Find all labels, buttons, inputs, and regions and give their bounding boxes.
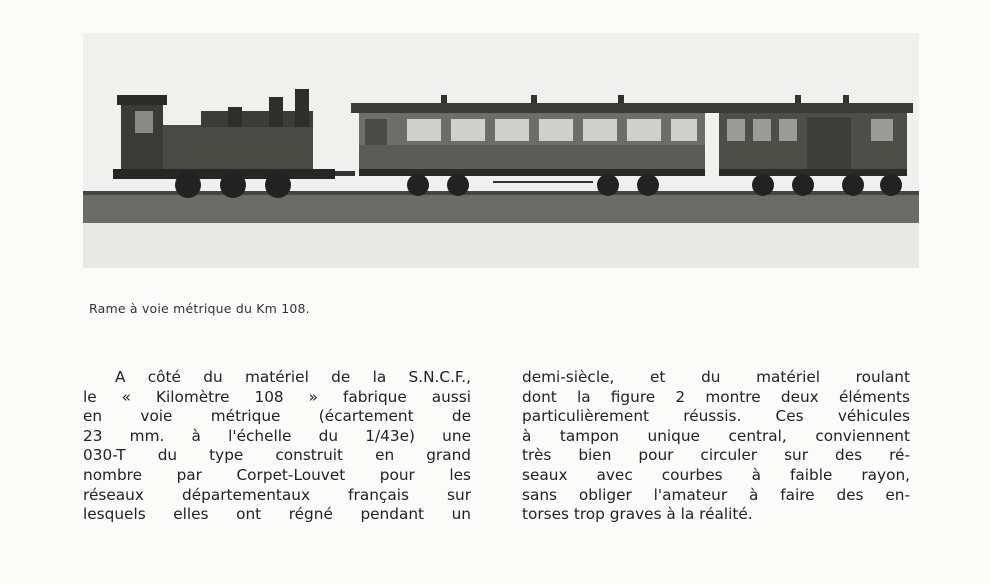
text-line: réseaux départementaux français sur: [83, 485, 471, 504]
figure-caption: Rame à voie métrique du Km 108.: [89, 301, 310, 316]
text-line: 23 mm. à l'échelle du 1/43e) une: [83, 426, 471, 445]
text-line: le « Kilomètre 108 » fabrique aussi: [83, 387, 471, 406]
article-right-column: [522, 368, 910, 525]
text-line: 030-T du type construit en grand: [83, 446, 471, 465]
text-line: particulièrement réussis. Ces véhicules: [522, 407, 910, 426]
text-line: demi-siècle, et du matériel roulant: [522, 368, 910, 386]
track-bed: [83, 193, 919, 223]
text-line: très bien pour circuler sur des ré-: [522, 446, 910, 465]
text-line: en voie métrique (écartement de: [83, 407, 471, 426]
text-line: seaux avec courbes à faible rayon,: [522, 465, 910, 484]
text-line: lesquels elles ont régné pendant un: [83, 505, 471, 524]
text-line: A côté du matériel de la S.N.C.F.,: [115, 368, 471, 386]
train-photograph: [83, 33, 919, 268]
train-illustration: [83, 33, 919, 268]
text-line: nombre par Corpet-Louvet pour les: [83, 465, 471, 484]
text-line: sans obliger l'amateur à faire des en-: [522, 485, 910, 504]
article-left-column: [83, 368, 471, 525]
text-line: torses trop graves à la réalité.: [522, 505, 753, 524]
text-line: dont la figure 2 montre deux éléments: [522, 387, 910, 406]
text-line: à tampon unique central, conviennent: [522, 426, 910, 445]
